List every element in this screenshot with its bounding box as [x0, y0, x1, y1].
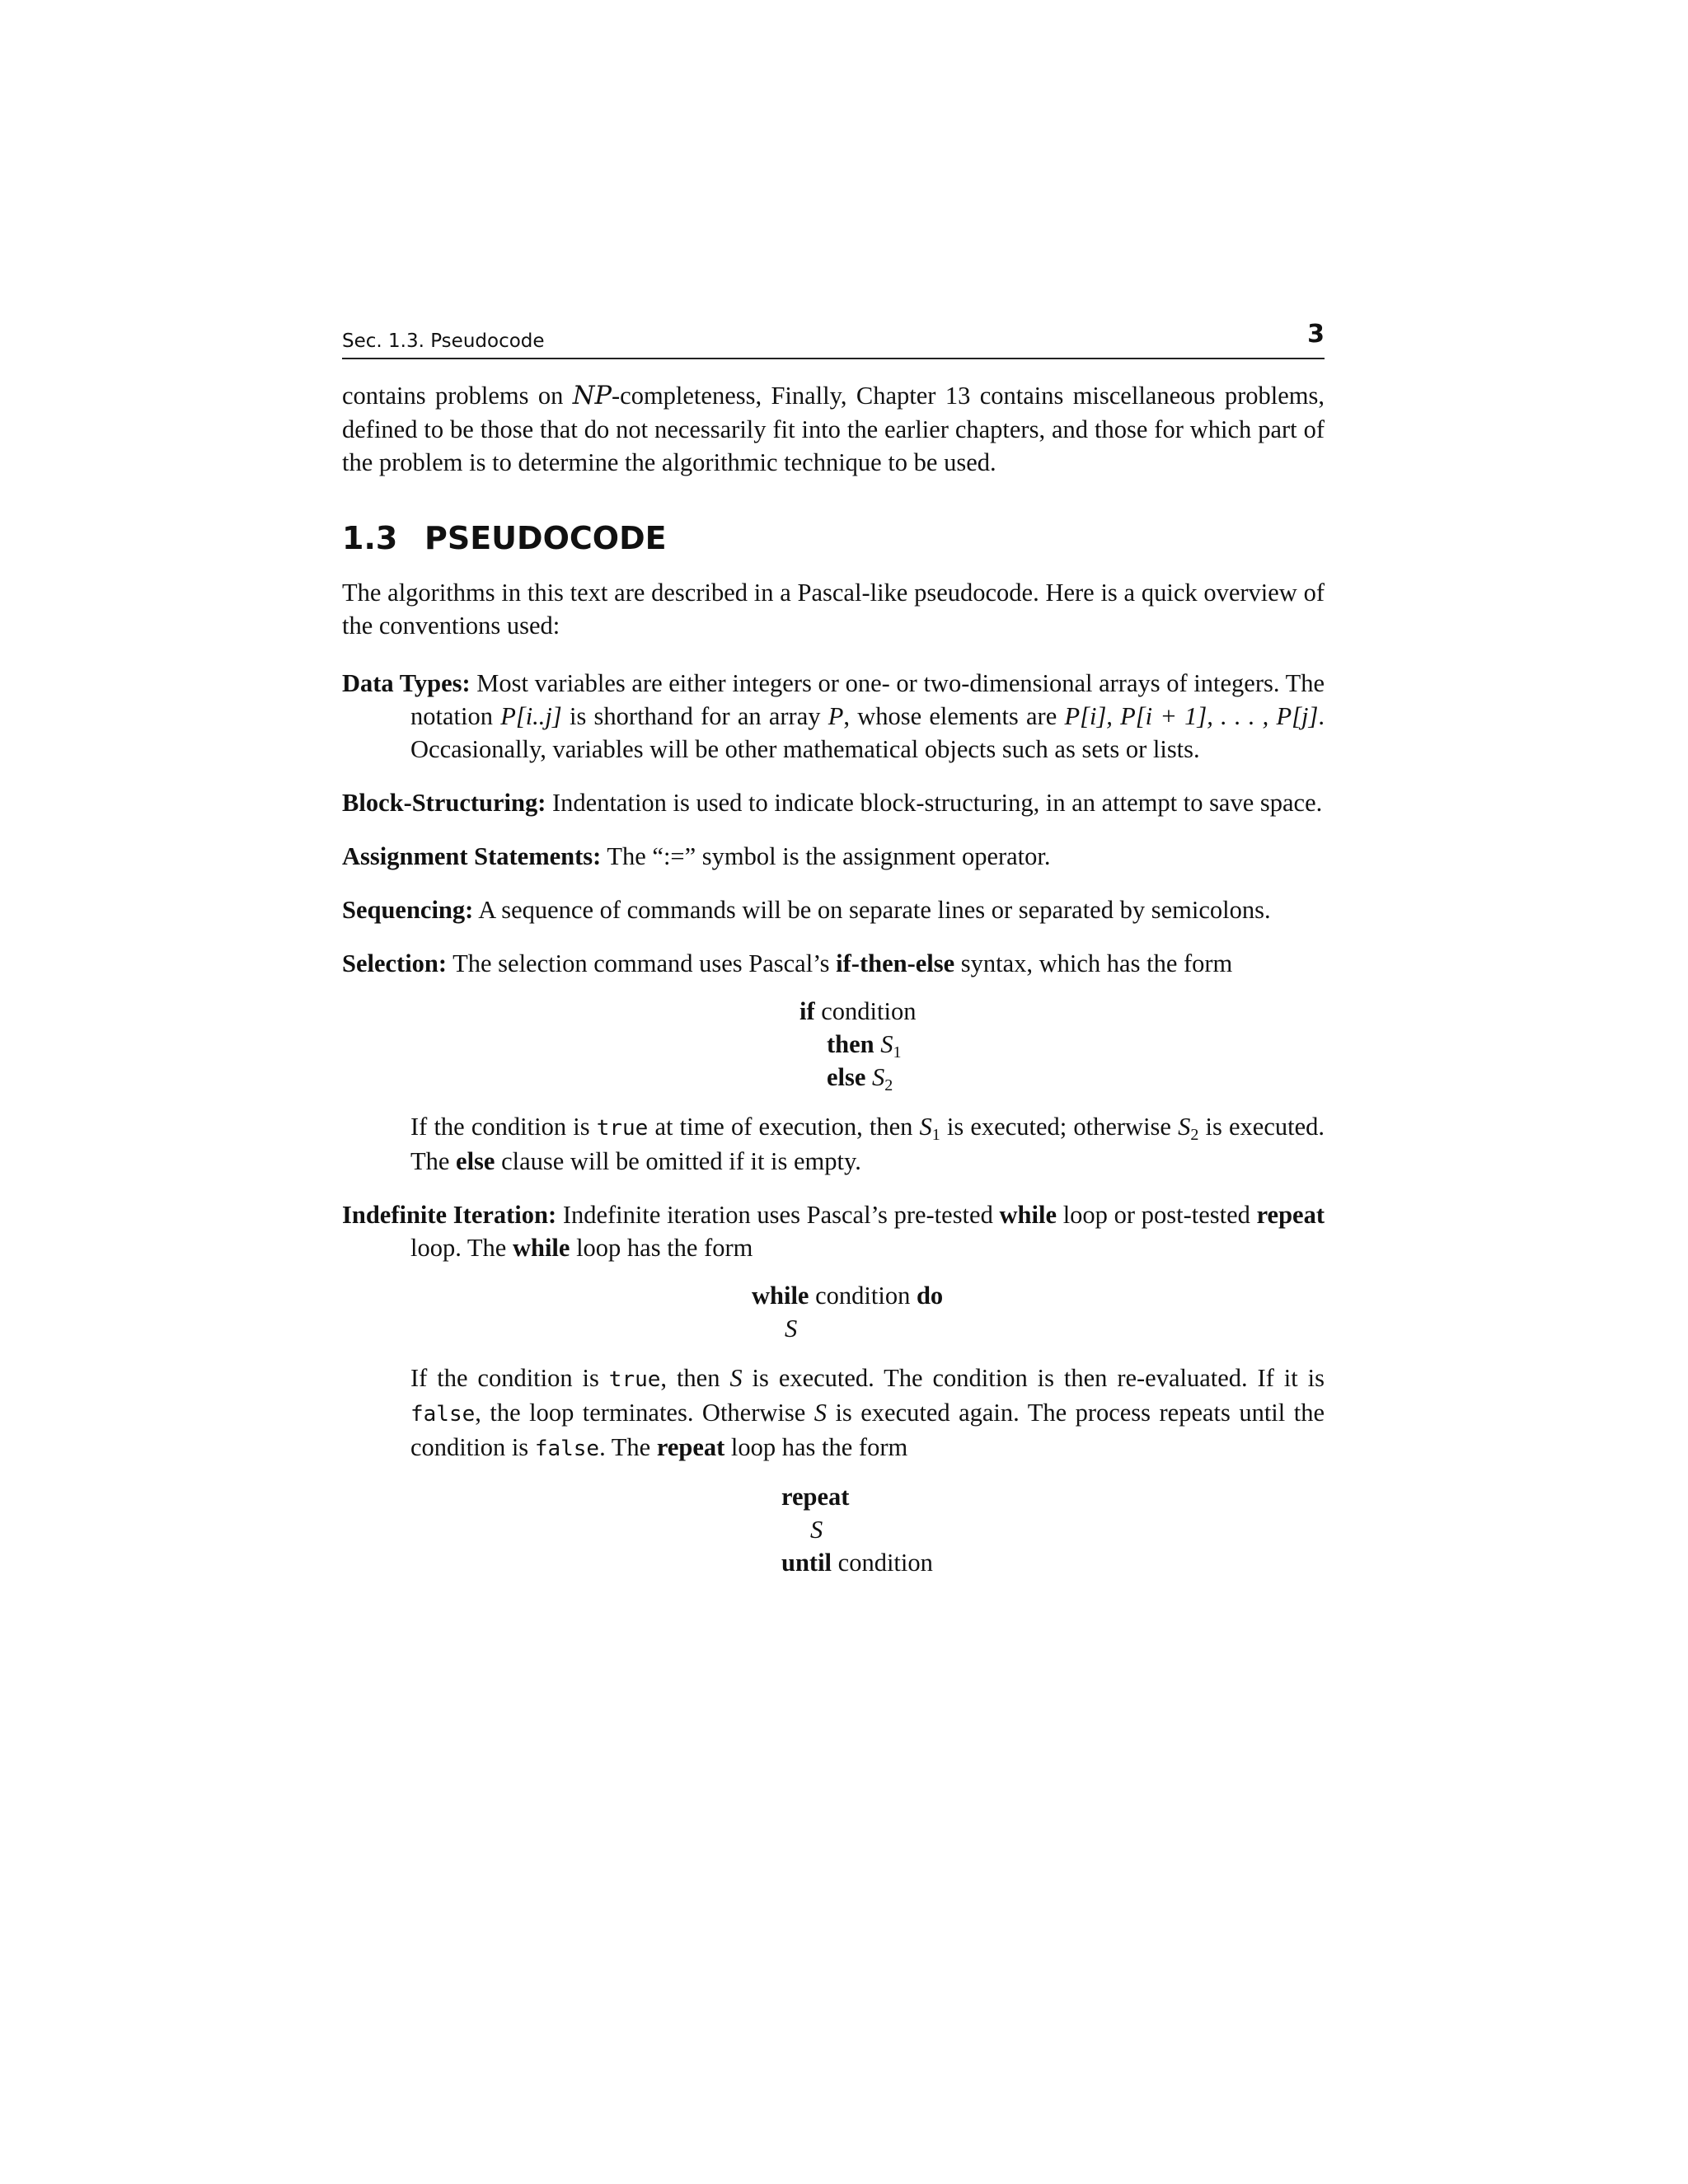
- page-content: [342, 321, 1325, 1594]
- while-loop-code: [342, 1279, 1325, 1345]
- term-sequencing: Sequencing:: [342, 896, 474, 924]
- section-title: PSEUDOCODE: [424, 520, 667, 556]
- code-line-repeat: repeat: [781, 1483, 850, 1511]
- code-line-if: if condition: [799, 997, 917, 1025]
- section-lead: The algorithms in this text are described in a Pascal-like pseudocode. Here is a quick overview of the conventions used:: [342, 579, 1325, 640]
- code-line-repeat-body: S: [810, 1516, 823, 1544]
- code-line-then: then $S_1$: [827, 1030, 902, 1062]
- if-then-else-code: [342, 995, 1325, 1094]
- section-number: 1.3: [342, 520, 398, 556]
- term-data-types: Data Types:: [342, 669, 471, 697]
- term-assignment: Assignment Statements:: [342, 842, 602, 870]
- section-heading: [342, 518, 1325, 558]
- definition-data-types: Data Types: Most variables are either integers or one- or two-dimensional arrays of integers. The notation P[i..j] is shorthand for an array P, whose elements are P[i], P[i + 1], . . . , P[j]. Occasionally, variables will be other mathematical objects such as sets or lists.: [342, 669, 1325, 763]
- definition-block-structuring: Block-Structuring: Indentation is used to indicate block-structuring, in an attempt to save space.: [342, 789, 1323, 817]
- term-indefinite-iteration: Indefinite Iteration:: [342, 1201, 557, 1229]
- term-block-structuring: Block-Structuring:: [342, 789, 546, 817]
- running-header: [342, 321, 1325, 359]
- code-line-else: else $S_2$: [827, 1063, 893, 1094]
- repeat-loop-code: [342, 1480, 1325, 1579]
- np-symbol: NP: [572, 382, 612, 410]
- definition-indefinite-iteration: Indefinite Iteration: Indefinite iteration uses Pascal’s pre-tested while loop or post-tested repeat loop. The while loop has the form: [342, 1201, 1325, 1262]
- while-explanation: If the condition is true, then S is executed. The condition is then re-evaluated. If it is false, the loop terminates. Otherwise S is executed again. The process repeats until the condition is false. The repeat loop has the form: [410, 1364, 1325, 1461]
- term-selection: Selection:: [342, 949, 448, 977]
- definition-assignment: Assignment Statements: The “:=” symbol is the assignment operator.: [342, 842, 1051, 870]
- selection-explanation: If the condition is true at time of execution, then $S_1$ is executed; otherwise $S_2$ is executed. The else clause will be omitted if it is empty.: [410, 1113, 1325, 1175]
- intro-paragraph: contains problems on NP-completeness, Finally, Chapter 13 contains miscellaneous problems, defined to be those that do not necessarily fit into the earlier chapters, and those for which part of the problem is to determine the algorithmic technique to be used.: [342, 382, 1325, 476]
- code-line-until: until condition: [781, 1549, 933, 1577]
- code-line-while-body: S: [785, 1315, 798, 1343]
- running-title: Sec. 1.3. Pseudocode: [342, 330, 545, 352]
- definition-sequencing: Sequencing: A sequence of commands will be on separate lines or separated by semicolons.: [342, 896, 1271, 924]
- code-line-while: while condition do: [752, 1282, 944, 1310]
- page-number: 3: [1307, 320, 1325, 349]
- definition-selection: Selection: The selection command uses Pascal’s if-then-else syntax, which has the form: [342, 949, 1233, 977]
